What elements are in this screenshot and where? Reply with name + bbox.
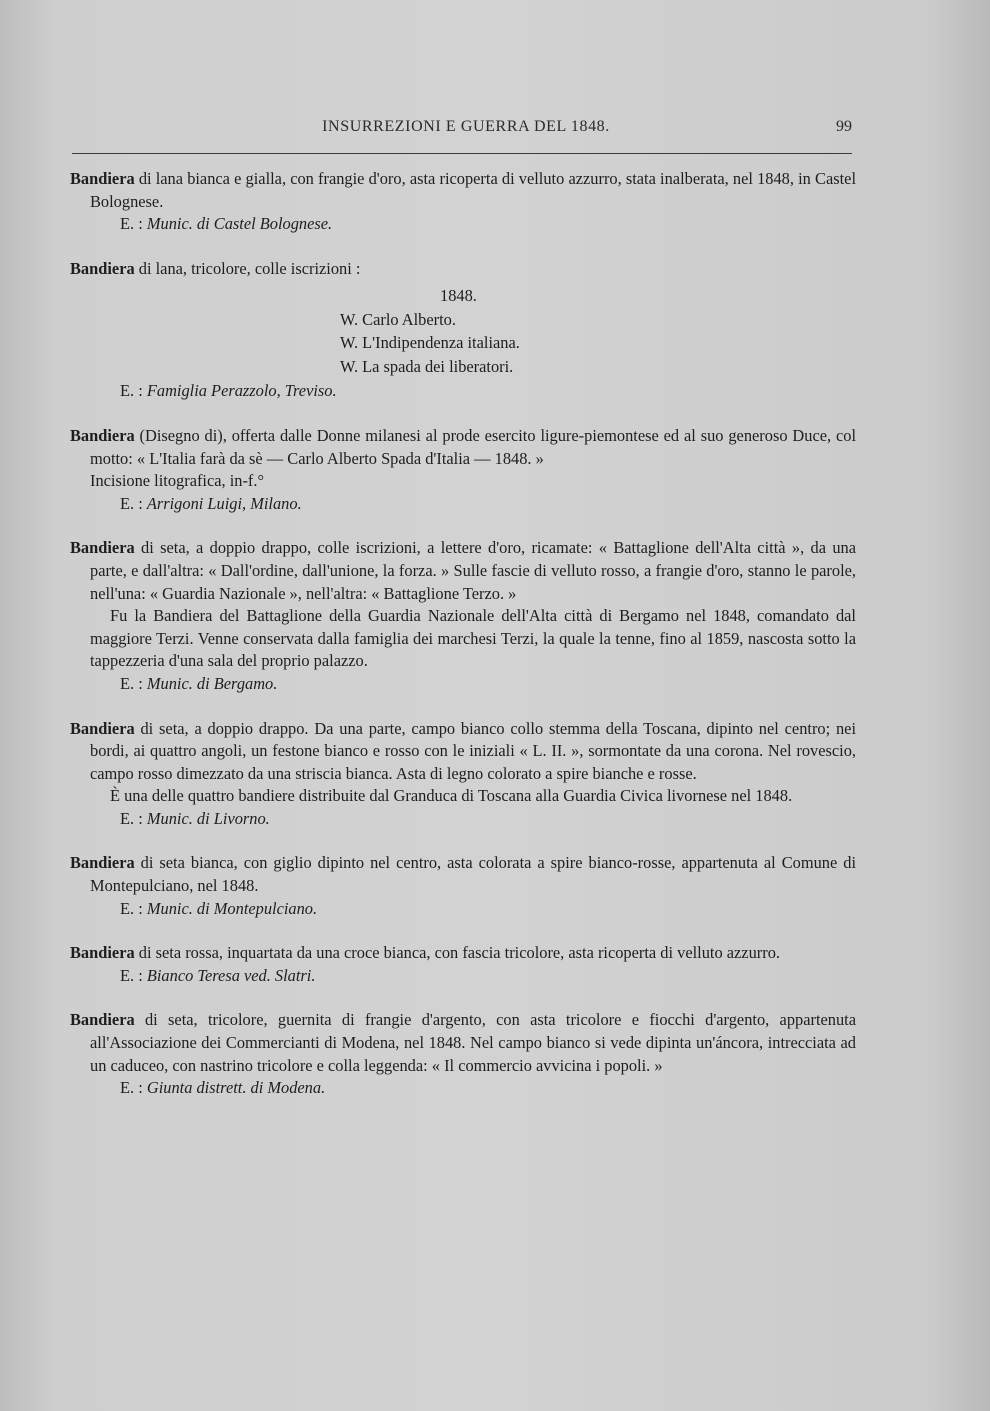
entry-history xyxy=(70,605,856,673)
catalogue-entry xyxy=(70,1009,856,1099)
exhibitor-prefix: E. : xyxy=(120,493,147,513)
exhibitor-prefix: E. : xyxy=(120,214,147,234)
exhibitor-name: Munic. di Bergamo. xyxy=(146,673,278,693)
catalogue-entry xyxy=(70,168,856,236)
page-header xyxy=(80,118,852,142)
catalogue-entry xyxy=(70,537,856,695)
entry-head-word: Bandiera xyxy=(70,1010,135,1030)
exhibitor-name: Munic. di Livorno. xyxy=(146,808,270,828)
catalogue-entry xyxy=(70,942,856,987)
exhibitor-name: Arrigoni Luigi, Milano. xyxy=(146,493,302,513)
exhibitor-line xyxy=(70,673,856,696)
entry-description xyxy=(70,168,856,213)
exhibitor-name: Giunta distrett. di Modena. xyxy=(146,1078,326,1098)
entry-head-word: Bandiera xyxy=(70,718,135,738)
inscription-line: W. Carlo Alberto. xyxy=(340,309,456,329)
exhibitor-name: Famiglia Perazzolo, Treviso. xyxy=(146,381,337,401)
entry-note: Incisione litografica, in-f.° xyxy=(90,471,265,491)
entry-head-word: Bandiera xyxy=(70,853,135,873)
header-rule xyxy=(72,153,852,154)
entry-description xyxy=(70,425,856,470)
entry-description xyxy=(70,1009,856,1077)
entry-head-word: Bandiera xyxy=(70,169,135,188)
exhibitor-line xyxy=(70,965,856,988)
catalogue-entry xyxy=(70,425,856,515)
entry-text: di lana, tricolore, colle iscrizioni : xyxy=(134,258,361,278)
entry-history-text: Fu la Bandiera del Battaglione della Guardia Nazionale dell'Alta città di Bergamo nel 1848, comandato dal maggiore Terzi. Venne conservata dalla famiglia dei marchesi Terzi, la quale la tenne, fino al 1859, nascosta sotto la tappezzeria d'una sala del proprio palazzo. xyxy=(90,606,856,671)
exhibitor-prefix: E. : xyxy=(120,965,147,985)
exhibitor-line xyxy=(70,1077,856,1100)
entry-head-word: Bandiera xyxy=(70,425,135,445)
entry-history xyxy=(70,785,856,808)
entry-head-word: Bandiera xyxy=(70,943,135,963)
exhibitor-prefix: E. : xyxy=(120,673,147,693)
catalogue-entry xyxy=(70,852,856,920)
entry-history-text: È una delle quattro bandiere distribuite dal Granduca di Toscana alla Guardia Civica livornese nel 1848. xyxy=(110,786,793,806)
entry-description xyxy=(70,258,856,281)
inscription-line: W. L'Indipendenza italiana. xyxy=(340,333,520,353)
exhibitor-prefix: E. : xyxy=(120,898,147,918)
catalogue-entry xyxy=(70,258,856,403)
entry-text: di seta, tricolore, guernita di frangie d'argento, con asta tricolore e fiocchi d'argento, appartenuta all'Associazione dei Commercianti di Modena, nel 1848. Nel campo bianco si vede dipinta un'áncora, intrecciata ad un caduceo, con nastrino tricolore e colla leggenda: « Il commercio avvicina i popoli. » xyxy=(90,1010,856,1075)
exhibitor-line xyxy=(70,808,856,831)
entry-text: di seta, a doppio drappo. Da una parte, campo bianco collo stemma della Toscana, dipinto nel centro; nei bordi, ai quattro angoli, un festone bianco e rosso con le iniziali « L. II. », sormontate da una corona. Nel rovescio, campo rosso dimezzato da una striscia bianca. Asta di legno colorato a spire bianche e rosse. xyxy=(90,718,856,783)
exhibitor-line xyxy=(70,898,856,921)
exhibitor-prefix: E. : xyxy=(120,381,147,401)
exhibitor-line xyxy=(70,213,856,236)
entry-description xyxy=(70,537,856,605)
entry-text: di seta, a doppio drappo, colle iscrizioni, a lettere d'oro, ricamate: « Battaglione dell'Alta città », da una parte, e dall'altra: « Dall'ordine, dall'unione, la forza. » Sulle fascie di velluto rosso, a frangie d'oro, stanno le parole, nell'una: « Guardia Nazionale », nell'altra: « Battaglione Terzo. » xyxy=(90,538,856,603)
exhibitor-name: Bianco Teresa ved. Slatri. xyxy=(146,965,316,985)
running-title: INSURREZIONI E GUERRA DEL 1848. xyxy=(322,118,610,135)
entry-text: di lana bianca e gialla, con frangie d'oro, asta ricoperta di velluto azzurro, stata inalberata, nel 1848, in Castel Bolognese. xyxy=(90,169,856,211)
entry-head-word: Bandiera xyxy=(70,538,135,558)
exhibitor-prefix: E. : xyxy=(120,808,147,828)
entry-text: di seta rossa, inquartata da una croce bianca, con fascia tricolore, asta ricoperta di velluto azzurro. xyxy=(134,943,780,963)
entry-description xyxy=(70,718,856,786)
entry-description xyxy=(70,942,856,965)
inscription-block xyxy=(70,284,856,378)
exhibitor-name: Munic. di Montepulciano. xyxy=(146,898,318,918)
inscription-line: W. La spada dei liberatori. xyxy=(340,356,514,376)
page-number: 99 xyxy=(836,118,852,135)
entries-list xyxy=(70,168,856,1122)
inscription-line: 1848. xyxy=(440,286,477,306)
catalogue-entry xyxy=(70,718,856,831)
exhibitor-prefix: E. : xyxy=(120,1078,147,1098)
exhibitor-line xyxy=(70,493,856,516)
entry-head-word: Bandiera xyxy=(70,258,135,278)
entry-text: di seta bianca, con giglio dipinto nel centro, asta colorata a spire bianco-rosse, appartenuta al Comune di Montepulciano, nel 1848. xyxy=(90,853,856,896)
exhibitor-name: Munic. di Castel Bolognese. xyxy=(146,214,333,234)
exhibitor-line xyxy=(70,380,856,403)
entry-text: (Disegno di), offerta dalle Donne milanesi al prode esercito ligure-piemontese ed al suo generoso Duce, col motto: « L'Italia farà da sè — Carlo Alberto Spada d'Italia — 1848. » xyxy=(90,425,856,468)
entry-description xyxy=(70,852,856,897)
